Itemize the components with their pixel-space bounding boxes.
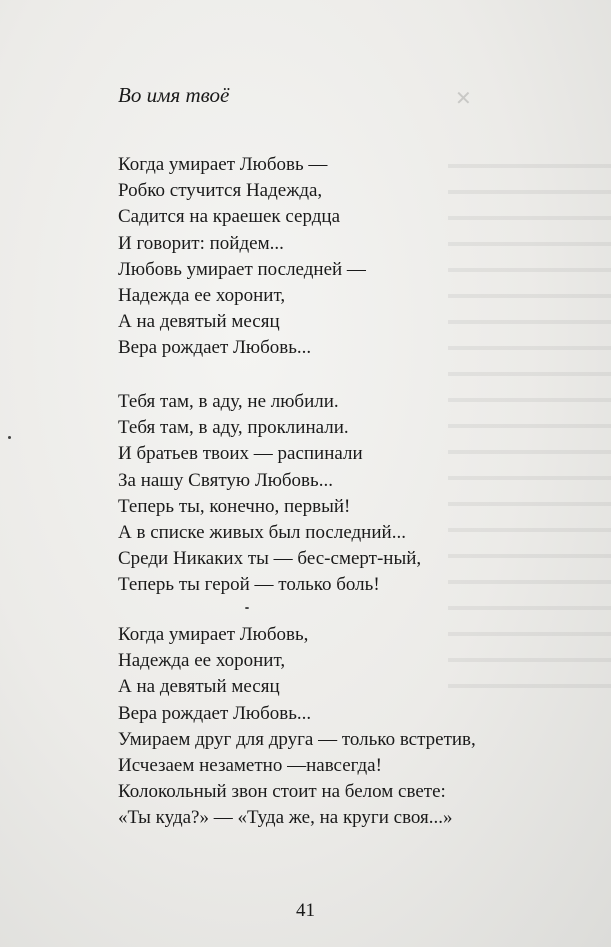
show-through-mark: ✕ xyxy=(455,86,472,110)
poem-line: И братьев твоих — распинали xyxy=(118,443,363,465)
poem-line: Тебя там, в аду, проклинали. xyxy=(118,417,349,439)
poem-line: А в списке живых был последний... xyxy=(118,522,406,544)
poem-line: Надежда ее хоронит, xyxy=(118,285,286,307)
stanza-2 xyxy=(118,389,421,599)
poem-line: Когда умирает Любовь — xyxy=(118,154,328,175)
poem-line: Когда умирает Любовь, xyxy=(118,624,309,645)
poem-line: Колокольный звон стоит на белом свете: xyxy=(118,781,446,803)
poem-line: Исчезаем незаметно —навсегда! xyxy=(118,755,382,777)
poem-line: И говорит: пойдем... xyxy=(118,232,284,254)
paper-speck xyxy=(8,436,11,439)
poem-line: Вера рождает Любовь... xyxy=(118,337,312,359)
poem-line: А на девятый месяц xyxy=(118,311,280,333)
poem-line: Теперь ты, конечно, первый! xyxy=(118,495,351,517)
poem-line: Любовь умирает последней — xyxy=(118,258,366,280)
page-number: 41 xyxy=(296,900,315,921)
poem-line: «Ты куда?» — «Туда же, на круги своя...» xyxy=(118,807,453,829)
poem-line: За нашу Святую Любовь... xyxy=(118,469,333,491)
poem-line: Робко стучится Надежда, xyxy=(118,180,323,202)
paper-speck xyxy=(245,607,249,609)
poem-line: А на девятый месяц xyxy=(118,676,280,698)
stanza-3 xyxy=(118,622,476,832)
poem-title: Во имя твоё xyxy=(118,83,230,107)
poem-line: Тебя там, в аду, не любили. xyxy=(118,391,339,412)
poem-line: Умираем друг для друга — только встретив, xyxy=(118,728,476,750)
poem-line: Теперь ты герой — только боль! xyxy=(118,574,380,596)
poem-line: Вера рождает Любовь... xyxy=(118,702,312,724)
poem-line: Надежда ее хоронит, xyxy=(118,650,286,672)
poem-line: Среди Никаких ты — бес-смерт-ный, xyxy=(118,548,422,570)
stanza-1 xyxy=(118,152,366,362)
poem-line: Садится на краешек сердца xyxy=(118,206,341,228)
